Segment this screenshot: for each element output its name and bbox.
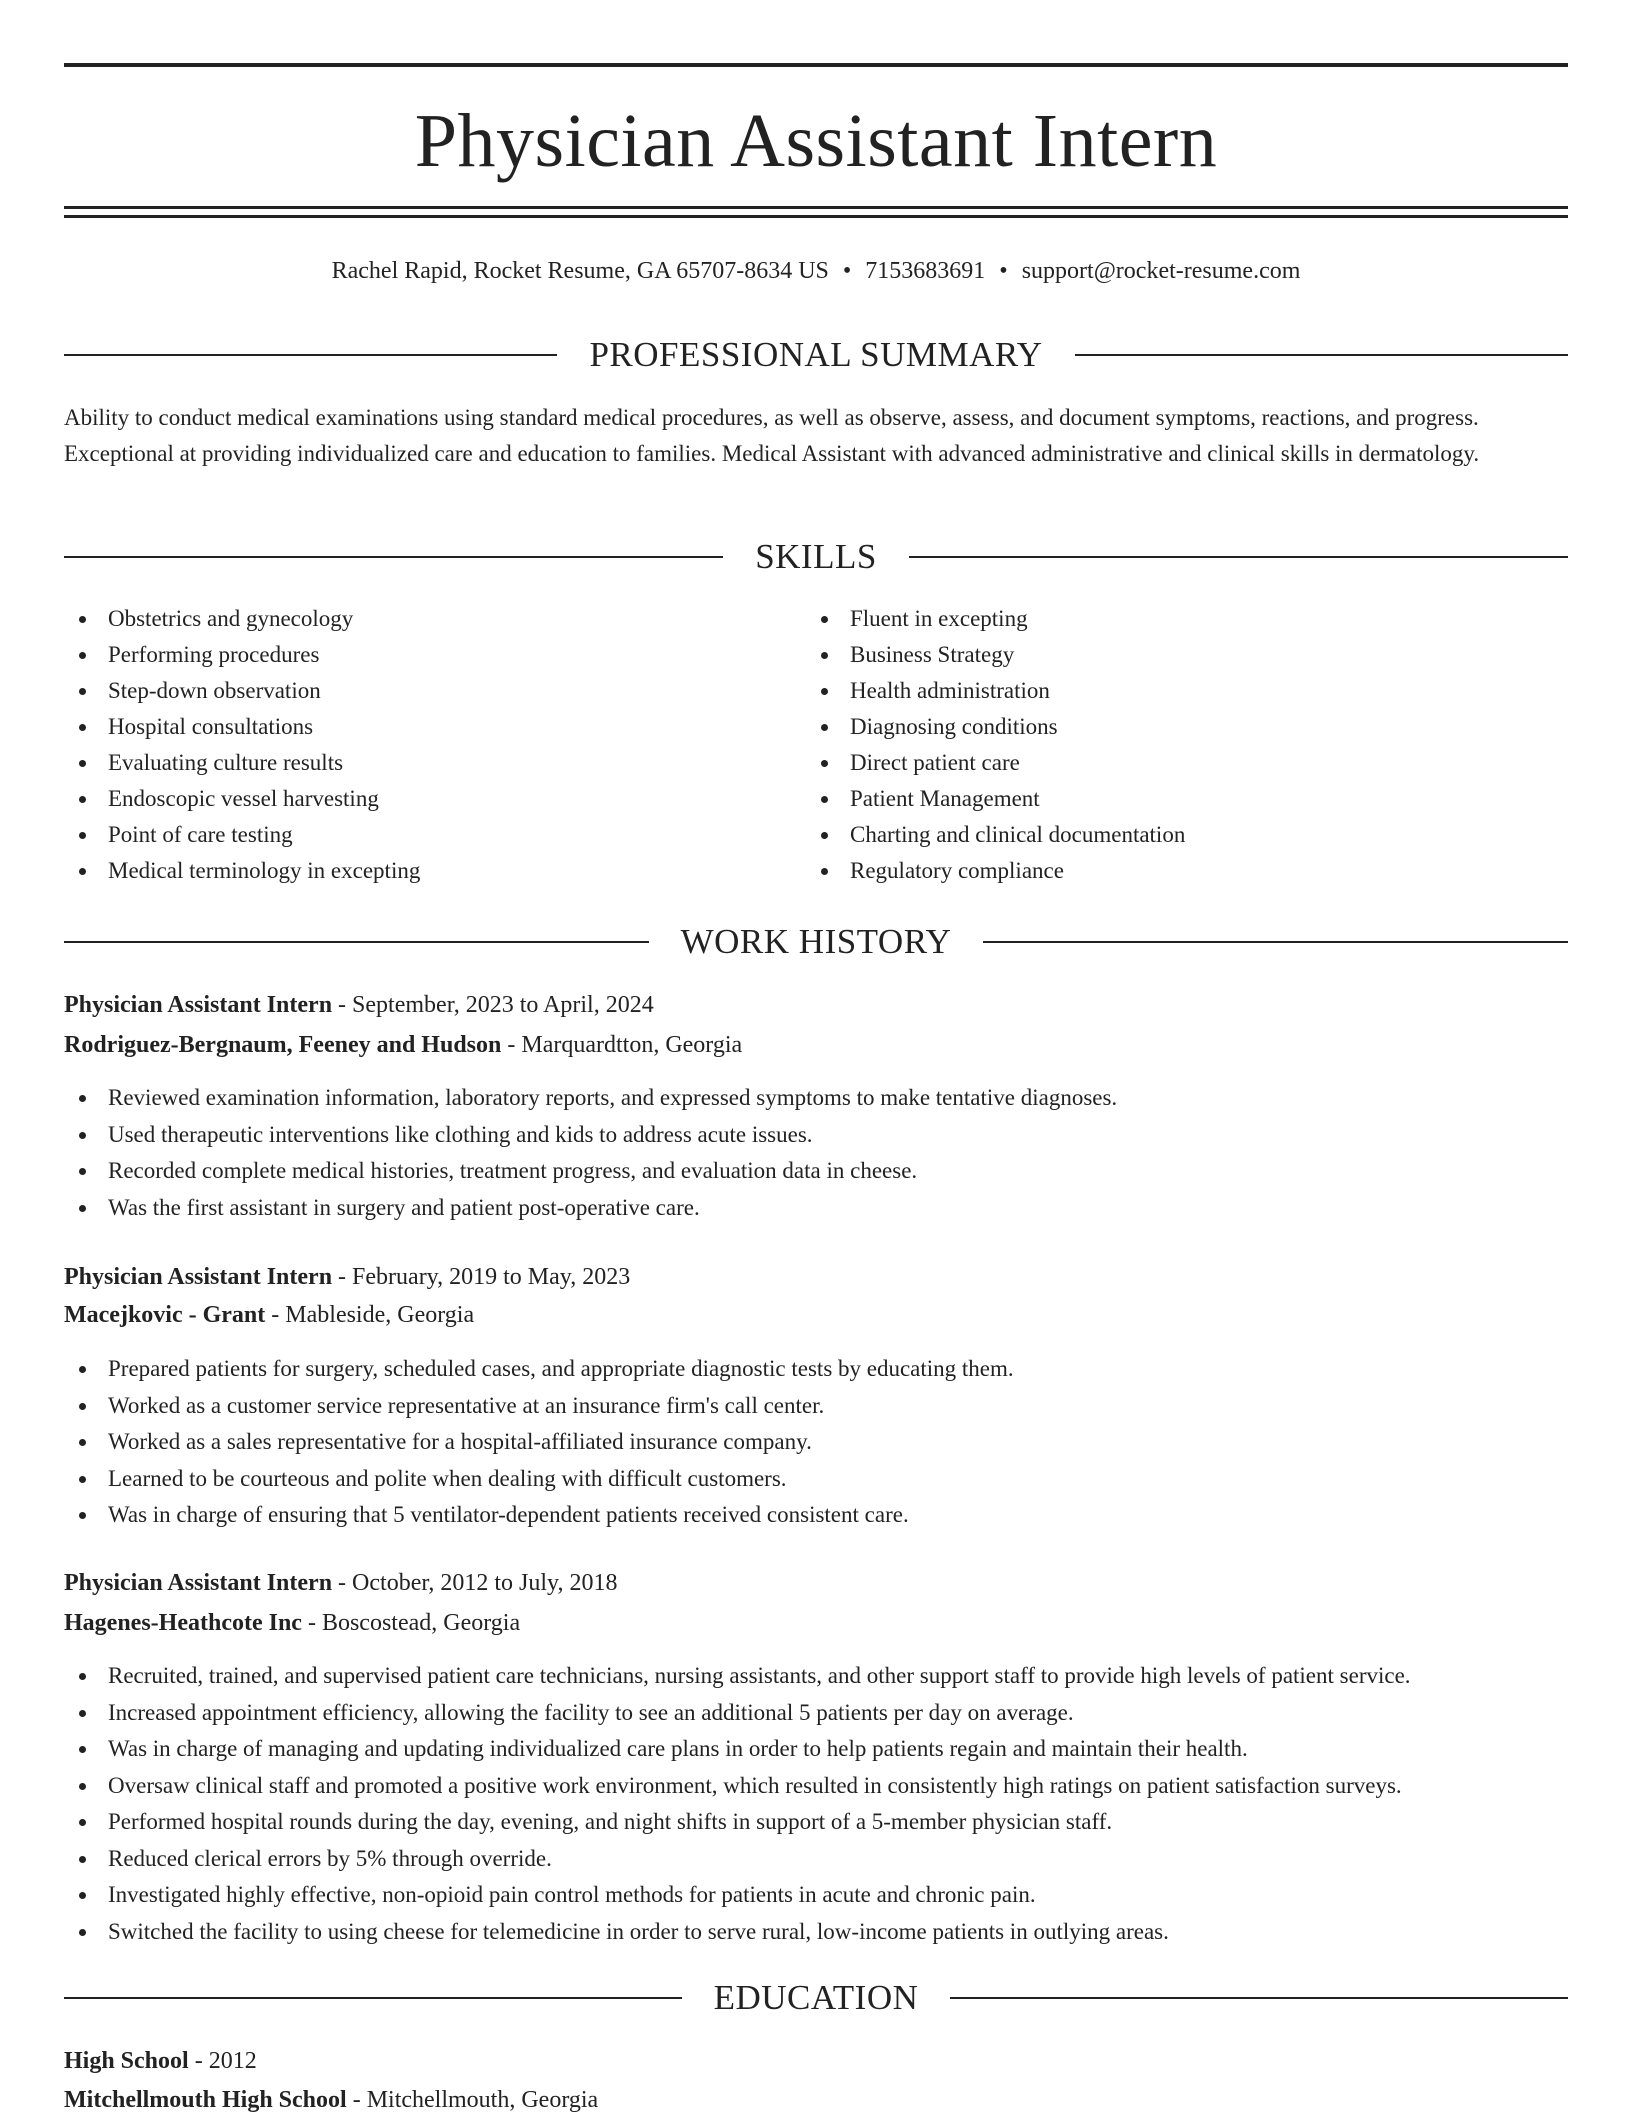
skill-item: Evaluating culture results [64,745,764,781]
job-bullet: Learned to be courteous and polite when dealing with difficult customers. [64,1461,1568,1498]
heading-rule-right [950,1997,1568,1999]
skill-item: Medical terminology in excepting [64,853,764,889]
job-location: Mableside, Georgia [285,1302,475,1328]
education-heading: EDUCATION [713,1978,919,2017]
job-title-line: Physician Assistant Intern - September, 2023 to April, 2024 [64,992,654,1018]
job-title: Physician Assistant Intern [64,1570,333,1596]
skill-item: Point of care testing [64,817,764,853]
job-bullet: Performed hospital rounds during the day, evening, and night shifts in support of a 5-member physician staff. [64,1804,1568,1841]
contact-phone: 7153683691 [865,258,986,284]
job-bullet: Reduced clerical errors by 5% through override. [64,1841,1568,1878]
job-bullet: Worked as a sales representative for a hospital-affiliated insurance company. [64,1424,1568,1461]
skills-list-left [64,601,764,889]
header-top-rule [64,63,1568,67]
job-bullet: Increased appointment efficiency, allowing the facility to see an additional 5 patients per day on average. [64,1695,1568,1732]
skill-item: Endoscopic vessel harvesting [64,781,764,817]
summary-heading: PROFESSIONAL SUMMARY [589,335,1043,374]
heading-rule-left [64,354,557,356]
job-title: Physician Assistant Intern [64,992,333,1018]
education-school: Mitchellmouth High School [64,2087,347,2113]
job-company: Rodriguez-Bergnaum, Feeney and Hudson [64,1032,502,1058]
heading-rule-left [64,556,723,558]
job-title-line: Physician Assistant Intern - October, 2012 to July, 2018 [64,1570,618,1596]
contact-line [64,256,1568,286]
section-heading-work [64,922,1568,962]
skills-heading: SKILLS [755,537,877,576]
heading-rule-right [1075,354,1568,356]
job-title-line: Physician Assistant Intern - February, 2019 to May, 2023 [64,1264,631,1290]
skill-item: Performing procedures [64,637,764,673]
skill-item: Step-down observation [64,673,764,709]
job-bullets [64,1080,1568,1226]
contact-email: support@rocket-resume.com [1021,258,1301,284]
job-bullet: Was the first assistant in surgery and patient post-operative care. [64,1190,1568,1227]
skill-item: Hospital consultations [64,709,764,745]
job-bullet: Recorded complete medical histories, treatment progress, and evaluation data in cheese. [64,1153,1568,1190]
job-company: Macejkovic - Grant [64,1302,266,1328]
skills-list-right [806,601,1506,889]
contact-address: Rachel Rapid, Rocket Resume, GA 65707-8634 US [331,258,829,284]
job-dates: September, 2023 to April, 2024 [352,992,654,1018]
contact-separator: • [842,258,852,284]
job-bullet: Switched the facility to using cheese for telemedicine in order to serve rural, low-income patients in outlying areas. [64,1914,1568,1951]
resume-title: Physician Assistant Intern [414,99,1218,183]
job-bullet: Was in charge of managing and updating individualized care plans in order to help patients regain and maintain their health. [64,1731,1568,1768]
contact-separator: • [999,258,1008,284]
header-bottom-rule-1 [64,206,1568,209]
job-dates: October, 2012 to July, 2018 [352,1570,618,1596]
job-bullet: Recruited, trained, and supervised patient care technicians, nursing assistants, and other support staff to provide high levels of patient service. [64,1658,1568,1695]
job-bullet: Oversaw clinical staff and promoted a positive work environment, which resulted in consistently high ratings on patient satisfaction surveys. [64,1768,1568,1805]
job-location: Boscostead, Georgia [321,1610,521,1636]
skill-item: Fluent in excepting [806,601,1506,637]
job-company-line: Rodriguez-Bergnaum, Feeney and Hudson - Marquardtton, Georgia [64,1032,743,1058]
job-company: Hagenes-Heathcote Inc [64,1610,302,1636]
skill-item: Patient Management [806,781,1506,817]
job-title: Physician Assistant Intern [64,1264,333,1290]
skill-item: Health administration [806,673,1506,709]
skill-item: Regulatory compliance [806,853,1506,889]
job-bullets [64,1351,1568,1534]
heading-rule-left [64,941,649,943]
job-bullet: Worked as a customer service representative at an insurance firm's call center. [64,1388,1568,1425]
job-bullets [64,1658,1568,1950]
job-bullet: Used therapeutic interventions like clothing and kids to address acute issues. [64,1117,1568,1154]
education-location: Mitchellmouth, Georgia [366,2087,599,2113]
job-bullet: Reviewed examination information, laboratory reports, and expressed symptoms to make tentative diagnoses. [64,1080,1568,1117]
section-heading-education [64,1978,1568,2018]
summary-text: Ability to conduct medical examinations using standard medical procedures, as well as observe, assess, and document symptoms, reactions, and progress. Exceptional at providing individualized care and education to families. Medical Assistant with advanced administrative and clinical skills in dermatology. [64,405,1480,466]
skill-item: Diagnosing conditions [806,709,1506,745]
section-heading-skills [64,537,1568,577]
skill-item: Obstetrics and gynecology [64,601,764,637]
job-bullet: Prepared patients for surgery, scheduled cases, and appropriate diagnostic tests by educating them. [64,1351,1568,1388]
job-bullet: Was in charge of ensuring that 5 ventilator-dependent patients received consistent care. [64,1497,1568,1534]
education-degree: High School [64,2048,189,2074]
heading-rule-right [909,556,1568,558]
education-degree-line: High School - 2012 [64,2048,257,2074]
job-bullet: Investigated highly effective, non-opioid pain control methods for patients in acute and chronic pain. [64,1877,1568,1914]
section-heading-summary [64,335,1568,375]
skill-item: Charting and clinical documentation [806,817,1506,853]
education-school-line: Mitchellmouth High School - Mitchellmouth, Georgia [64,2087,599,2113]
skill-item: Business Strategy [806,637,1506,673]
heading-rule-left [64,1997,682,1999]
work-heading: WORK HISTORY [680,922,952,961]
job-location: Marquardtton, Georgia [521,1032,743,1058]
job-company-line: Macejkovic - Grant - Mableside, Georgia [64,1302,475,1328]
skill-item: Direct patient care [806,745,1506,781]
header-bottom-rule-2 [64,215,1568,218]
job-dates: February, 2019 to May, 2023 [352,1264,631,1290]
heading-rule-right [983,941,1568,943]
job-company-line: Hagenes-Heathcote Inc - Boscostead, Georgia [64,1610,521,1636]
education-year: 2012 [208,2048,257,2074]
